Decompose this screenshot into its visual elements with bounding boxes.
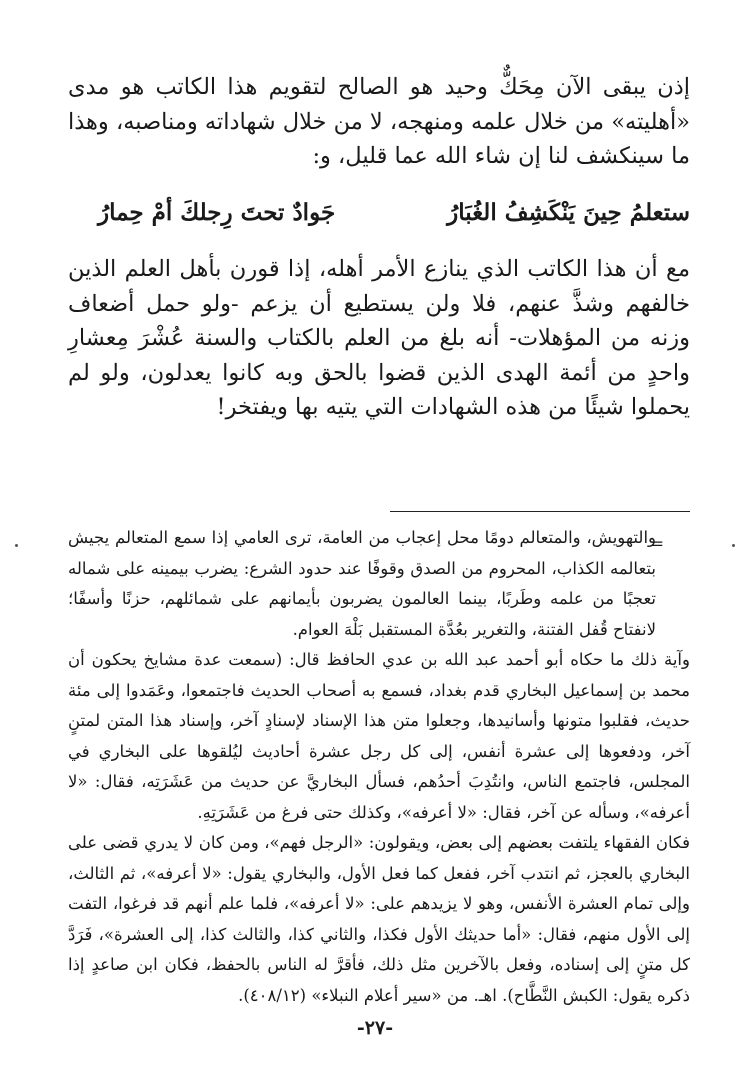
page-number: -٢٧- — [356, 1017, 394, 1039]
scan-speck — [15, 544, 18, 547]
body-paragraph-1: إذن يبقى الآن مِحَكٌّ وحيد هو الصالح لتقويم هذا الكاتب هو مدى «أهليته» من خلال علمه ومنهجه، لا من خلال شهاداته ومناصبه، وهذا ما سينكشف لنا إن شاء الله عما قليل، و: — [68, 74, 690, 169]
footnote-paragraph: فكان الفقهاء يلتفت بعضهم إلى بعض، ويقولون: «الرجل فهم»، ومن كان لا يدري قضى على البخاري بالعجز، ثم انتدب آخر، ففعل كما فعل الأول، والبخاري يقول: «لا أعرفه»، ثم الثالث، وإلى تمام العشرة الأنفس، وهو لا يزيدهم على: «لا أعرفه»، فلما علم أنهم قد فرغوا، التفت إلى الأول منهم، فقال: «أما حديثك الأول فكذا، والثاني كذا، والثالث كذا، إلى العشرة»، فَرَدَّ كل متنٍ إلى إسناده، وفعل بالآخرين مثل ذلك، فأقرَّ له الناس بالحفظ، فكان ابن صاعدٍ إذا ذكره يقول: الكبش النَّطَّاح). اهـ. من «سير أعلام النبلاء» (٤٠٨/١٢). — [68, 833, 690, 1005]
body-paragraph-2: مع أن هذا الكاتب الذي ينازع الأمر أهله، إذا قورن بأهل العلم الذين خالفهم وشذَّ عنهم، فلا ولن يستطيع أن يزعم -ولو حمل أضعاف وزنه من المؤهلات- أنه بلغ من العلم بالكتاب والسنة عُشْرَ مِعشارِ واحدٍ من أئمة الهدى الذين قضوا بالحق وبه كانوا يعدلون، ولو لم يحملوا شيئًا من هذه الشهادات التي يتيه بها ويفتخر! — [68, 256, 690, 420]
footnote-paragraph: والتهويش، والمتعالم دومًا محل إعجاب من العامة، ترى العامي إذا سمع المتعالم يجيش بتعالمه الكذاب، المحروم من الصدق وقوفًا عند حدود الشرع: يضرب بيمينه على شماله تعجبًا من علمه وطَربًا، بينما العالمون يضربون بأيمانهم على شمائلهم، حزنًا وأسفًا؛ لانفتاح قُفل الفتنة، والتغرير بعُدَّة المستقبل بَلْهَ العوام. — [68, 528, 656, 639]
footnote-paragraph: وآية ذلك ما حكاه أبو أحمد عبد الله بن عدي الحافظ قال: (سمعت عدة مشايخ يحكون أن محمد بن إسماعيل البخاري قدم بغداد، فسمع به أصحاب الحديث فاجتمعوا، وعَمَدوا إلى مئة حديث، فقلبوا متونها وأسانيدها، وجعلوا متن هذا الإسناد لإسنادٍ آخر، وإسناد هذا المتن لمتنٍ آخر، ودفعوها إلى عشرة أنفس، إلى كل رجل عشرة أحاديث ليُلقوها على البخاري في المجلس، فاجتمع الناس، وانتُدِبَ أحدُهم، فسأل البخاريَّ عن حديث من عَشَرَتِه، فقال: «لا أعرفه»، وسأله عن آخر، فقال: «لا أعرفه»، وكذلك حتى فرغ من عَشَرَتِهِ. — [68, 650, 690, 822]
footnotes-section — [68, 523, 690, 1011]
poetry-verse — [68, 195, 690, 231]
scan-speck — [732, 544, 735, 547]
verse-hemistich-2: جَوادٌ تحتَ رِجلكَ أمْ حِمارُ — [98, 199, 336, 226]
footnote-continuation-marker: = — [650, 534, 664, 553]
verse-hemistich-1: ستعلمُ حِينَ يَنْكَشِفُ الغُبَارُ — [447, 199, 690, 226]
footnote-separator-line — [390, 511, 690, 512]
